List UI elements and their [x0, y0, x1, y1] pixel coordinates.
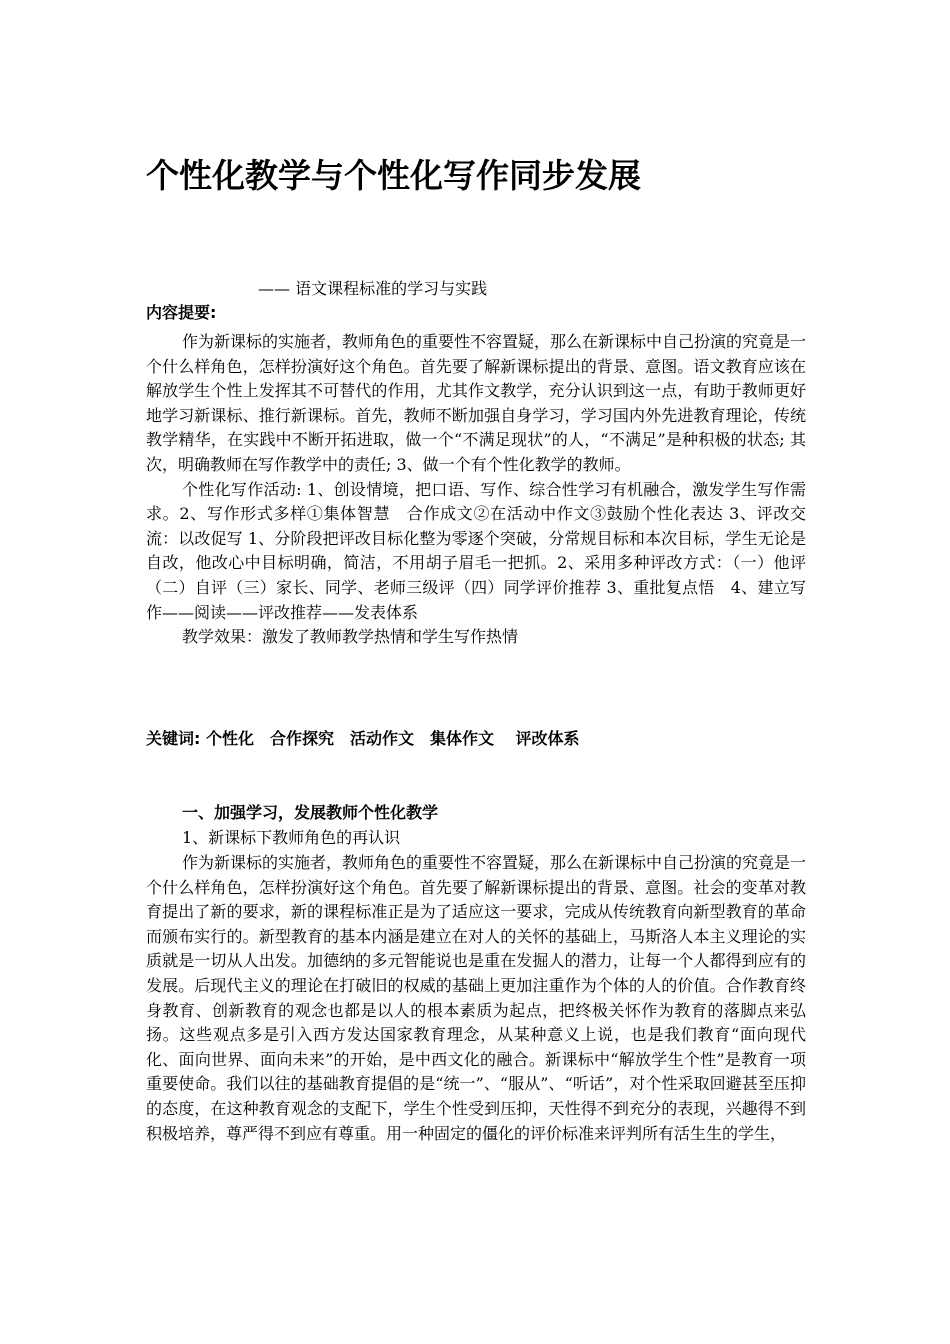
- document-title: 个性化教学与个性化写作同步发展: [146, 156, 641, 195]
- abstract-paragraph: 作为新课标的实施者，教师角色的重要性不容置疑，那么在新课标中自己扮演的究竟是一个什么样角色，怎样扮演好这个角色。首先要了解新课标提出的背景、意图。语文教育应该在解放学生个性上发挥其不可替代的作用，尤其作文教学，充分认识到这一点，有助于教师更好地学习新课标、推行新课标。首先，教师不断加强自身学习，学习国内外先进教育理论，传统教学精华，在实践中不断开拓进取，做一个“不满足现状”的人，“不满足”是种积极的状态; 其次，明确教师在写作教学中的责任; 3、做一个有个性化教学的教师。: [146, 332, 807, 474]
- abstract-label: 内容提要:: [146, 303, 217, 322]
- subsection-heading: 1、新课标下教师角色的再认识: [182, 828, 401, 847]
- abstract-paragraph: 个性化写作活动: 1、创设情境，把口语、写作、综合性学习有机融合，激发学生写作需求。2、写作形式多样①集体智慧 合作成文②在活动中作文③鼓励个性化表达 3、评改交流：以改促写 1、分阶段把评改目标化整为零逐个突破，分常规目标和本次目标，学生无论是自改，他改心中目标明确，简洁，不用胡子眉毛一把抓。2、采用多种评改方式：（一）他评（二）自评（三）家长、同学、老师三级评（四）同学评价推荐 3、重批复点悟 4、建立写作——阅读——评改推荐——发表体系: [146, 479, 806, 622]
- section-heading: 一、加强学习，发展教师个性化教学: [182, 803, 439, 822]
- body-paragraph: 作为新课标的实施者，教师角色的重要性不容置疑，那么在新课标中自己扮演的究竟是一个什么样角色，怎样扮演好这个角色。首先要了解新课标提出的背景、意图。社会的变革对教育提出了新的要求，新的课程标准正是为了适应这一要求，完成从传统教育向新型教育的革命而颁布实行的。新型教育的基本内涵是建立在对人的关怀的基础上，马斯洛人本主义理论的实质就是一切从人出发。加德纳的多元智能说也是重在发掘人的潜力，让每一个人都得到应有的发展。后现代主义的理论在打破旧的权威的基础上更加注重作为个体的人的价值。合作教育终身教育、创新教育的观念也都是以人的根本素质为起点，把终极关怀作为教育的落脚点来弘扬。这些观点多是引入西方发达国家教育理念，从某种意义上说，也是我们教育“面向现代化、面向世界、面向未来”的开始，是中西文化的融合。新课标中“解放学生个性”是教育一项重要使命。我们以往的基础教育提倡的是“统一”、“服从”、“听话”，对个性采取回避甚至压抑的态度，在这种教育观念的支配下，学生个性受到压抑，天性得不到充分的表现，兴趣得不到积极培养，尊严得不到应有尊重。用一种固定的僵化的评价标准来评判所有活生生的学生，: [146, 853, 807, 1143]
- document-subtitle: —— 语文课程标准的学习与实践: [258, 279, 488, 298]
- abstract-section: [146, 330, 806, 650]
- keywords-line: 关键词: 个性化 合作探究 活动作文 集体作文 评改体系: [146, 729, 580, 748]
- abstract-paragraph: 教学效果：激发了教师教学热情和学生写作热情: [182, 627, 519, 647]
- section-body: [146, 851, 806, 1146]
